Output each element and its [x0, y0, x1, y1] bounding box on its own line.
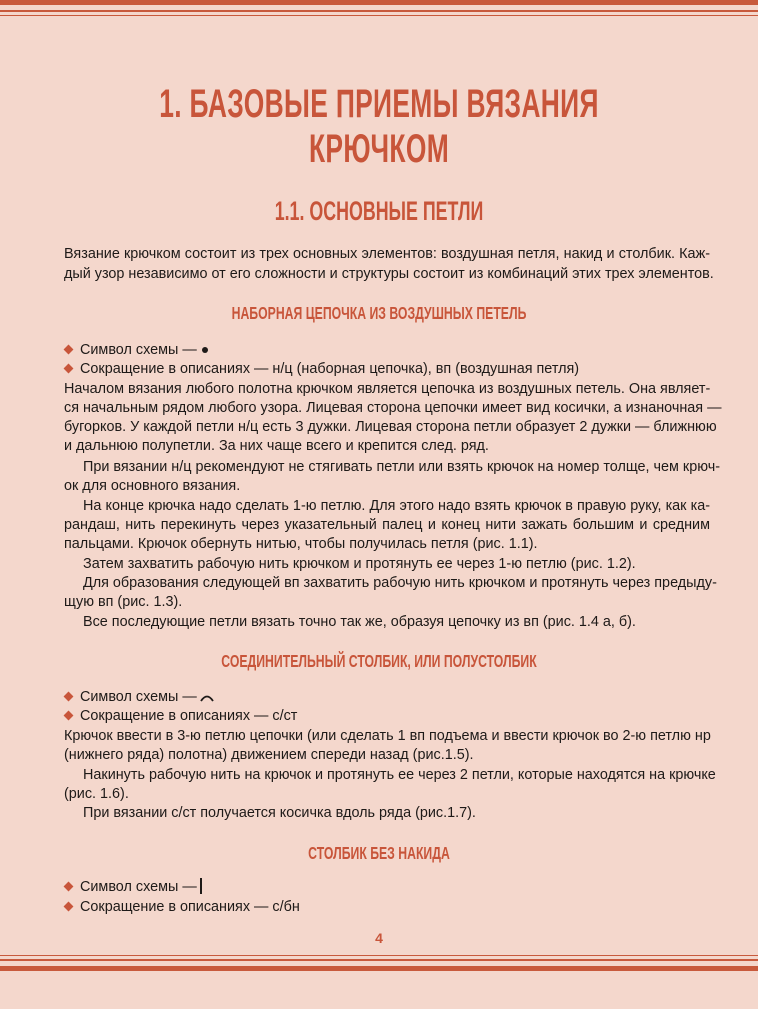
chain-line-2: ся начальным рядом любого узора. Лицевая сторона цепочки имеет вид косички, а изнаночная — [64, 400, 722, 416]
bullet-abbrev-slip [64, 707, 297, 725]
chain-line-4: и дальнюю полупетли. За них чаще всего и крепится след. ряд. [64, 438, 489, 454]
top-rule-thin [0, 10, 758, 12]
diamond-bullet-icon [64, 691, 74, 701]
bullet-text: Символ схемы — [80, 342, 197, 358]
heading-chain-stitch: НАБОРНАЯ ЦЕПОЧКА ИЗ ВОЗДУШНЫХ ПЕТЕЛЬ [231, 303, 527, 323]
diamond-bullet-icon [64, 363, 74, 373]
chain-line-10: Затем захватить рабочую нить крючком и протянуть ее через 1-ю петлю (рис. 1.2). [83, 556, 636, 572]
bullet-text: Сокращение в описаниях — н/ц (наборная цепочка), вп (воздушная петля) [80, 361, 580, 377]
slip-line-4: (рис. 1.6). [64, 786, 129, 802]
chain-line-5: При вязании н/ц рекомендуют не стягивать петли или взять крючок на номер толще, чем крюч- [83, 459, 720, 475]
diamond-bullet-icon [64, 881, 74, 891]
chain-line-3: бугорков. У каждой петли н/ц есть 3 дужки. Лицевая сторона петли образует 2 дужки — ближнюю [64, 419, 717, 435]
single-crochet-symbol-icon [200, 878, 202, 894]
diamond-bullet-icon [64, 901, 74, 911]
bullet-text: Символ схемы — [80, 689, 197, 705]
intro-line-2: дый узор независимо от его сложности и структуры состоит из комбинаций этих трех элементов. [64, 266, 714, 282]
bullet-text: Сокращение в описаниях — с/бн [80, 899, 300, 915]
intro-line-1: Вязание крючком состоит из трех основных элементов: воздушная петля, накид и столбик. Каж- [64, 246, 710, 262]
slip-line-1: Крючок ввести в 3-ю петлю цепочки (или сделать 1 вп подъема и ввести крючок во 2-ю петлю нр [64, 728, 711, 744]
page-number: 4 [375, 930, 383, 946]
top-rule-thin-2 [0, 15, 758, 16]
heading-slip-stitch: СОЕДИНИТЕЛЬНЫЙ СТОЛБИК, ИЛИ ПОЛУСТОЛБИК [221, 651, 537, 671]
page-title: 1. БАЗОВЫЕ ПРИЕМЫ ВЯЗАНИЯ КРЮЧКОМ [159, 82, 599, 171]
bullet-text: Символ схемы — [80, 879, 197, 895]
bottom-rule-thick [0, 966, 758, 971]
chain-line-11: Для образования следующей вп захватить рабочую нить крючком и протянуть через предыду- [83, 575, 717, 591]
bullet-abbrev-sc [64, 898, 300, 916]
section-subtitle: 1.1. ОСНОВНЫЕ ПЕТЛИ [274, 196, 484, 226]
bullet-symbol-slip [64, 688, 214, 706]
chain-stitch-symbol-icon [202, 347, 208, 353]
chain-line-9: пальцами. Крючок обернуть нитью, чтобы получилась петля (рис. 1.1). [64, 536, 538, 552]
bottom-rule-thin-2 [0, 955, 758, 956]
bottom-rule-thin [0, 959, 758, 961]
slip-line-2: (нижнего ряда) полотна) движением спереди назад (рис.1.5). [64, 747, 474, 763]
chain-line-7: На конце крючка надо сделать 1-ю петлю. Для этого надо взять крючок в правую руку, как ка- [83, 498, 710, 514]
slip-line-5: При вязании с/ст получается косичка вдоль ряда (рис.1.7). [83, 805, 476, 821]
chain-line-13: Все последующие петли вязать точно так же, образуя цепочку из вп (рис. 1.4 а, б). [83, 614, 636, 630]
chain-line-8: рандаш, нить перекинуть через указательный палец и конец нити зажать большим и средним [64, 517, 710, 533]
top-rule-thick [0, 0, 758, 5]
chain-line-12: щую вп (рис. 1.3). [64, 594, 183, 610]
slip-stitch-arc-icon [200, 692, 214, 702]
bullet-text: Сокращение в описаниях — с/ст [80, 708, 298, 724]
diamond-bullet-icon [64, 344, 74, 354]
bullet-abbrev-chain [64, 360, 579, 378]
heading-single-crochet: СТОЛБИК БЕЗ НАКИДА [308, 843, 450, 863]
bullet-symbol-sc [64, 878, 202, 896]
chain-line-6: ок для основного вязания. [64, 478, 241, 494]
chain-line-1: Началом вязания любого полотна крючком является цепочка из воздушных петель. Она являет- [64, 381, 711, 397]
diamond-bullet-icon [64, 710, 74, 720]
bullet-symbol-chain [64, 341, 208, 359]
slip-line-3: Накинуть рабочую нить на крючок и протянуть ее через 2 петли, которые находятся на крючке [83, 767, 716, 783]
